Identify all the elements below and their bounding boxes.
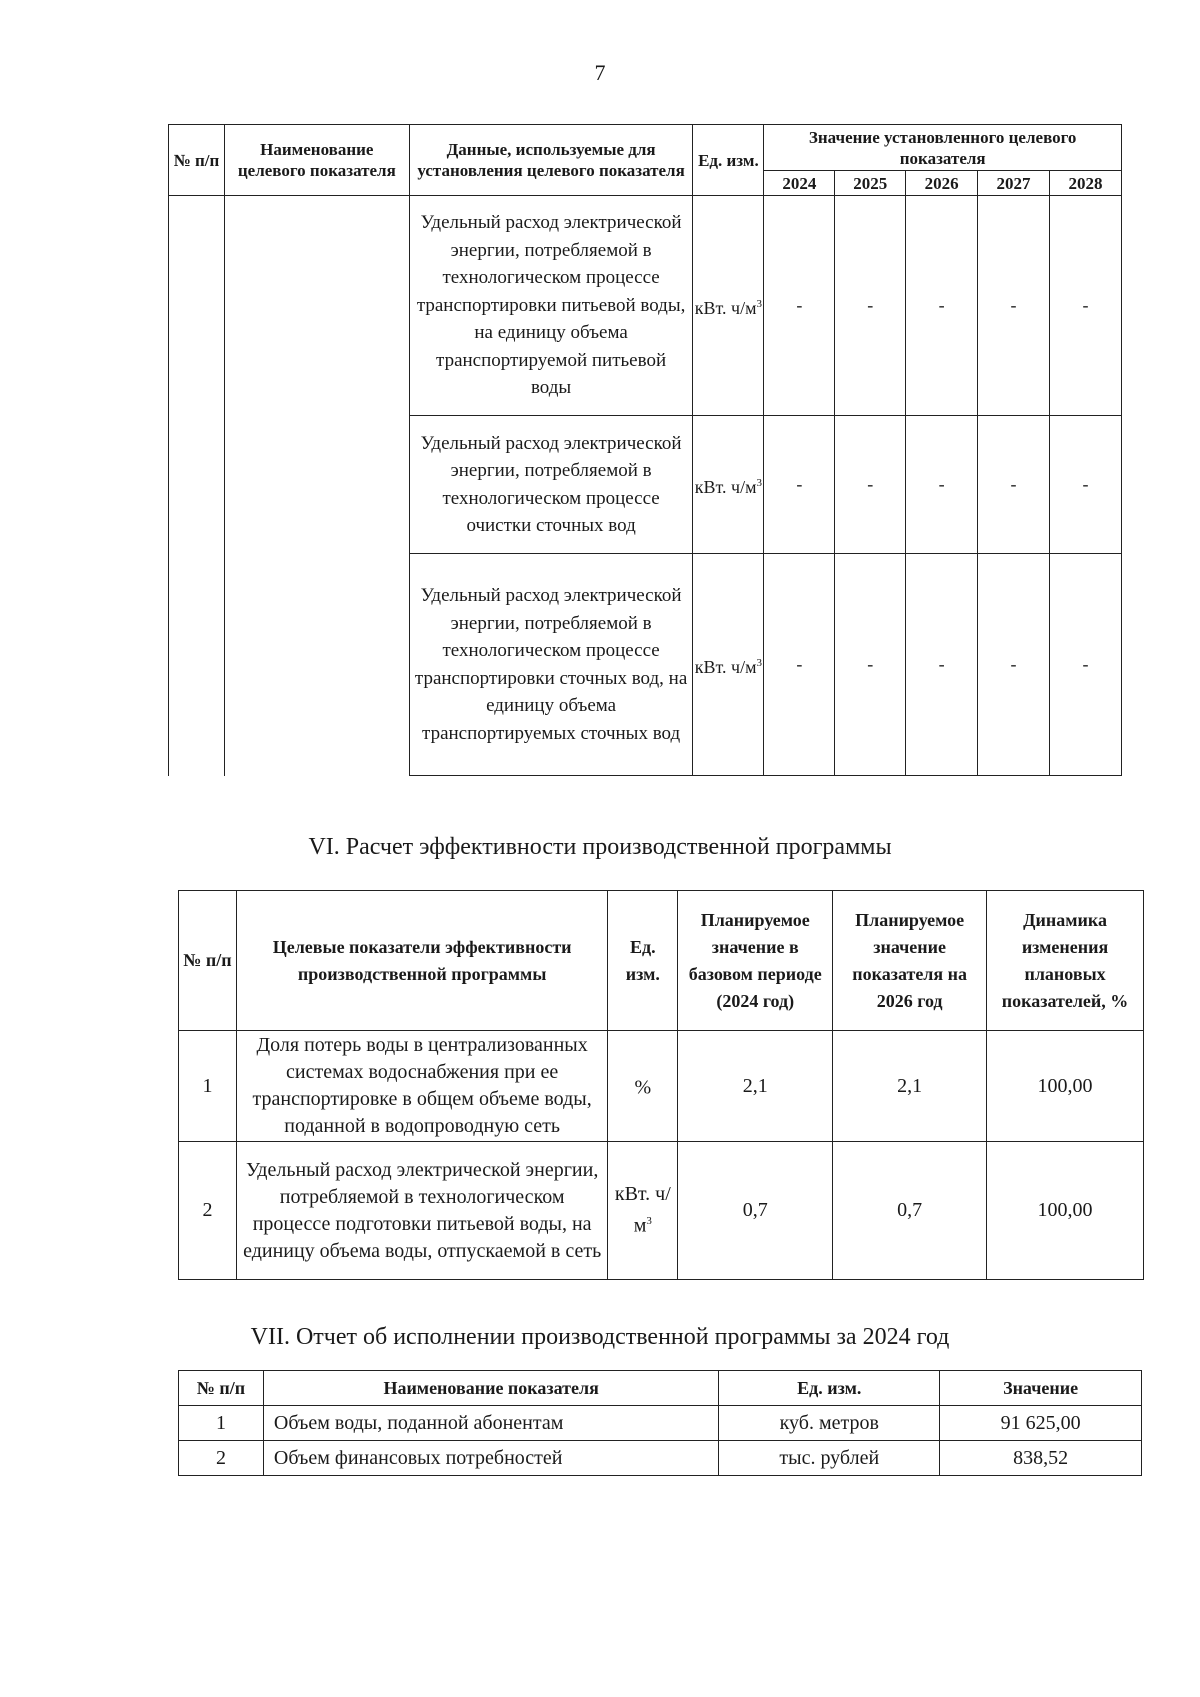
header-indicator: Целевые показатели эффективности производственной программы (236, 891, 607, 1031)
header-dynamics: Динамика изменения плановых показателей, % (987, 891, 1144, 1031)
unit-cell: тыс. рублей (719, 1441, 940, 1476)
table-row (179, 1142, 1144, 1280)
name-cell: Объем воды, поданной абонентам (263, 1406, 719, 1441)
header-num: № п/п (179, 1371, 264, 1406)
header-unit: Ед. изм. (608, 891, 678, 1031)
unit-cell: кВт. $ч/м^3$ (693, 554, 764, 776)
value-cell: 91 625,00 (940, 1406, 1142, 1441)
planned-cell: 0,7 (833, 1142, 987, 1280)
value-cell: - (764, 196, 835, 416)
header-year: 2028 (1049, 171, 1121, 196)
header-name: Наименование показателя (263, 1371, 719, 1406)
unit-cell: кВт. $ч/м^3$ (608, 1142, 678, 1280)
dynamics-cell: 100,00 (987, 1031, 1144, 1142)
value-cell: - (906, 416, 978, 554)
unit-cell: кВт. $ч/м^3$ (693, 416, 764, 554)
value-cell: - (978, 196, 1050, 416)
value-cell: - (764, 554, 835, 776)
efficiency-table (178, 890, 1144, 1280)
num-cell: 2 (179, 1441, 264, 1476)
base-cell: 0,7 (678, 1142, 833, 1280)
num-cell: 2 (179, 1142, 237, 1280)
table-row (169, 196, 1122, 416)
header-unit: Ед. изм. (719, 1371, 940, 1406)
table-row (179, 1441, 1142, 1476)
header-num: № п/п (179, 891, 237, 1031)
value-cell: - (906, 196, 978, 416)
unit-cell: % (608, 1031, 678, 1142)
num-cell: 1 (179, 1406, 264, 1441)
header-name: Наименование целевого показателя (224, 125, 409, 196)
value-cell: - (835, 554, 906, 776)
value-cell: 838,52 (940, 1441, 1142, 1476)
header-planned: Планируемое значение показателя на 2026 год (833, 891, 987, 1031)
unit-cell: куб. метров (719, 1406, 940, 1441)
name-cell: Объем финансовых потребностей (263, 1441, 719, 1476)
header-unit: Ед. изм. (693, 125, 764, 196)
table-row (179, 1406, 1142, 1441)
value-cell: - (906, 554, 978, 776)
name-cell (224, 196, 409, 776)
header-base: Планируемое значение в базовом периоде (2024 год) (678, 891, 833, 1031)
header-data: Данные, используемые для установления целевого показателя (409, 125, 693, 196)
section-title-report: VII. Отчет об исполнении производственной программы за 2024 год (250, 1324, 950, 1350)
value-cell: - (978, 416, 1050, 554)
header-value: Значение (940, 1371, 1142, 1406)
section-title-efficiency: VI. Расчет эффективности производственной программы (308, 834, 892, 860)
value-cell: - (1049, 416, 1121, 554)
header-year: 2025 (835, 171, 906, 196)
unit-cell: кВт. $ч/м^3$ (693, 196, 764, 416)
indicator-cell: Доля потерь воды в централизованных системах водоснабжения при ее транспортировке в общем объеме воды, поданной в водопроводную сеть (236, 1031, 607, 1142)
base-cell: 2,1 (678, 1031, 833, 1142)
header-year: 2024 (764, 171, 835, 196)
execution-report-table (178, 1370, 1142, 1476)
header-year: 2027 (978, 171, 1050, 196)
value-cell: - (835, 416, 906, 554)
header-year: 2026 (906, 171, 978, 196)
value-cell: - (1049, 554, 1121, 776)
header-num: № п/п (169, 125, 225, 196)
num-cell (169, 196, 225, 776)
dynamics-cell: 100,00 (987, 1142, 1144, 1280)
value-cell: - (1049, 196, 1121, 416)
indicator-cell: Удельный расход электрической энергии, потребляемой в технологическом процессе подготовки питьевой воды, на единицу объема воды, отпускаемой в сеть (236, 1142, 607, 1280)
value-cell: - (835, 196, 906, 416)
value-cell: - (764, 416, 835, 554)
header-value-group: Значение установленного целевого показателя (764, 125, 1122, 171)
value-cell: - (978, 554, 1050, 776)
target-indicators-table (168, 124, 1122, 776)
data-cell: Удельный расход электрической энергии, потребляемой в технологическом процессе очистки сточных вод (409, 416, 693, 554)
page-number: 7 (594, 60, 606, 85)
planned-cell: 2,1 (833, 1031, 987, 1142)
data-cell: Удельный расход электрической энергии, потребляемой в технологическом процессе транспортировки питьевой воды, на единицу объема транспортируемой питьевой воды (409, 196, 693, 416)
table-row (179, 1031, 1144, 1142)
num-cell: 1 (179, 1031, 237, 1142)
data-cell: Удельный расход электрической энергии, потребляемой в технологическом процессе транспортировки сточных вод, на единицу объема транспортируемых сточных вод (409, 554, 693, 776)
